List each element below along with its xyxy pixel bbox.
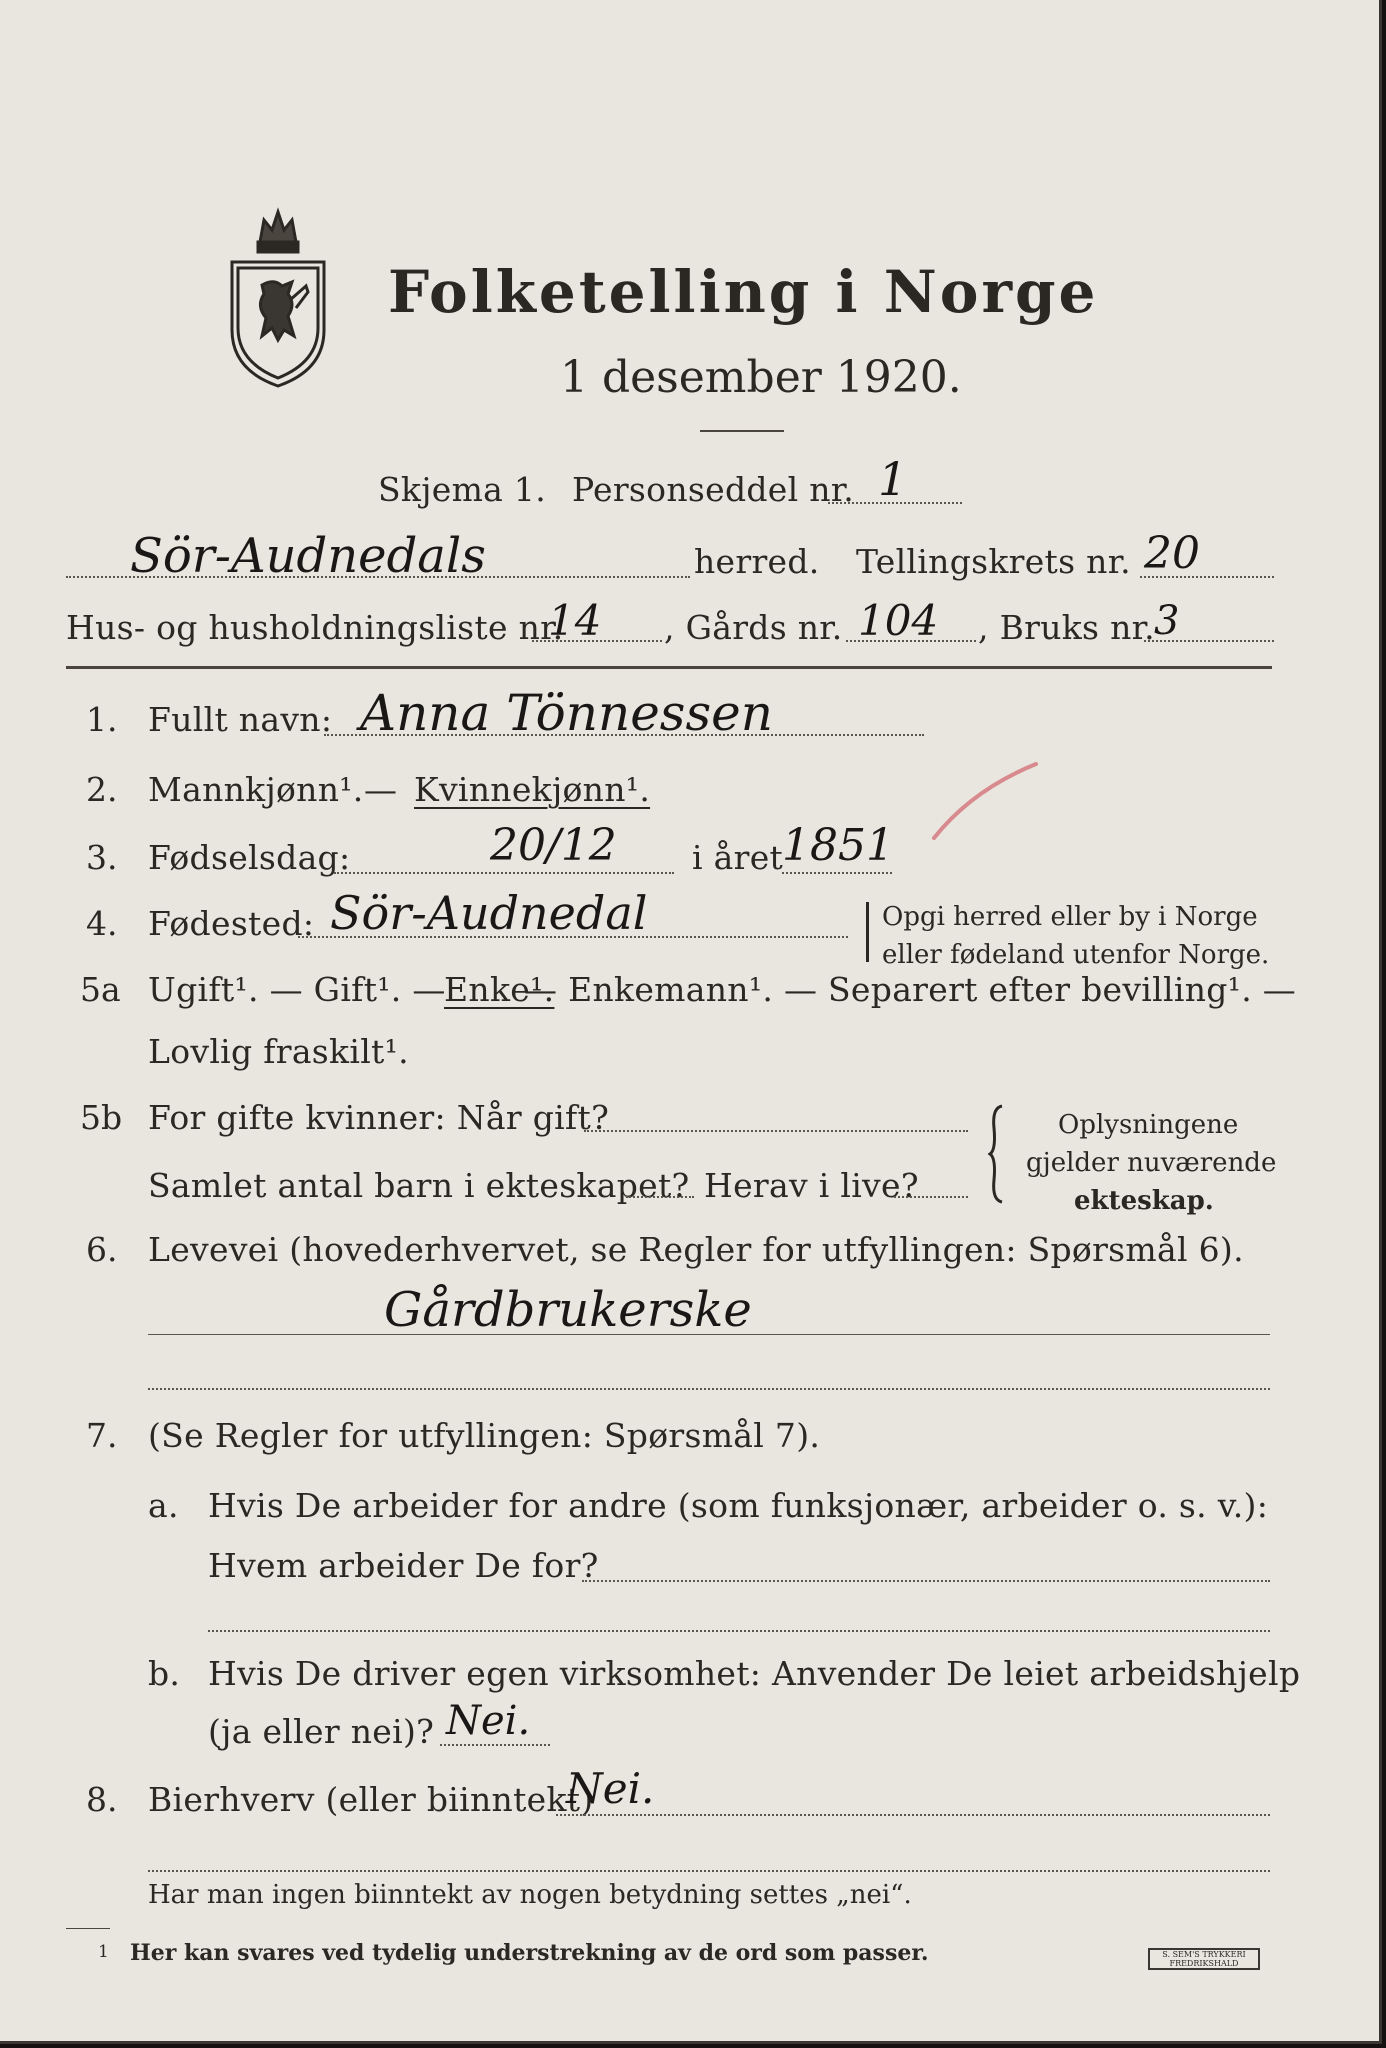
personseddel-value[interactable]: 1 (878, 452, 908, 506)
q5b-children-label: Samlet antal barn i ekteskapet? (148, 1166, 690, 1205)
herred-value[interactable]: Sör-Audnedals (130, 528, 486, 584)
q7a-letter: a. (148, 1486, 179, 1525)
nei-note: Har man ingen biinntekt av nogen betydning settes „nei“. (148, 1880, 912, 1910)
printer-stamp-line2: FREDRIKSHALD (1169, 1959, 1239, 1968)
footnote-text: Her kan svares ved tydelig understrekning av de ord som passer. (130, 1940, 929, 1966)
q7a-label: Hvis De arbeider for andre (som funksjonær, arbeider o. s. v.): (208, 1486, 1269, 1525)
schema-label: Skjema 1. (378, 470, 547, 509)
printer-stamp-line1: S. SEM'S TRYKKERI (1162, 1950, 1246, 1959)
q7a-line2 (208, 1630, 1270, 1632)
footnote-marker: 1 (98, 1942, 109, 1962)
q5b-note-line2: gjelder nuværende (1026, 1148, 1277, 1178)
tellingskrets-value[interactable]: 20 (1144, 528, 1200, 579)
q5a-number: 5a (80, 970, 121, 1009)
q2-dash: — (364, 770, 398, 809)
q6-line2 (148, 1388, 1270, 1390)
q7b-value[interactable]: Nei. (446, 1698, 531, 1744)
q2-number: 2. (86, 770, 118, 809)
q3-label: Fødselsdag: (148, 838, 351, 877)
q1-label: Fullt navn: (148, 700, 333, 739)
form-date: 1 desember 1920. (560, 352, 962, 403)
personseddel-label: Personseddel nr. (572, 470, 855, 509)
q3-year-line (782, 872, 892, 874)
q4-note-line1: Opgi herred eller by i Norge (882, 902, 1258, 932)
bruks-label: , Bruks nr. (978, 608, 1155, 647)
herred-label: herred. (694, 542, 820, 581)
q8-line1 (556, 1814, 1270, 1816)
q2-female-selected[interactable]: Kvinnekjønn¹. (414, 770, 651, 809)
q3-date-value[interactable]: 20/12 (490, 820, 617, 871)
q1-number: 1. (86, 700, 118, 739)
q6-label: Levevei (hovederhvervet, se Regler for utfyllingen: Spørsmål 6). (148, 1230, 1244, 1269)
q8-line2 (148, 1870, 1270, 1872)
gards-label: , Gårds nr. (664, 608, 843, 647)
header-divider (66, 666, 1272, 669)
q6-value[interactable]: Gårdbrukerske (384, 1282, 752, 1338)
q4-number: 4. (86, 904, 118, 943)
q5a-selected-enke[interactable]: Enke¹. (444, 970, 555, 1009)
q7b-sub-label: (ja eller nei)? (208, 1712, 435, 1751)
q5a-options-prefix: Ugift¹. — Gift¹. — (148, 970, 446, 1009)
printer-stamp (1148, 1948, 1260, 1970)
lion-shield-icon (222, 190, 334, 390)
q5b-note-line3: ekteskap. (1074, 1186, 1214, 1216)
coat-of-arms (222, 190, 334, 390)
q3-number: 3. (86, 838, 118, 877)
red-check-mark (932, 760, 1042, 844)
q8-value[interactable]: Nei. (566, 1764, 655, 1813)
q2-male: Mannkjønn¹. (148, 770, 364, 809)
q5b-alive-label: Herav i live? (704, 1166, 919, 1205)
q4-label: Fødested: (148, 904, 315, 943)
q4-note-line2: eller fødeland utenfor Norge. (882, 940, 1270, 970)
form-title: Folketelling i Norge (388, 258, 1099, 326)
q7-number: 7. (86, 1416, 118, 1455)
q5b-note-brace (988, 1104, 1008, 1208)
q5b-note-line1: Oplysningene (1058, 1110, 1239, 1140)
q6-number: 6. (86, 1230, 118, 1269)
gards-value[interactable]: 104 (858, 596, 939, 645)
husholdning-label: Hus- og husholdningsliste nr. (66, 608, 564, 647)
q3-date-line (334, 872, 674, 874)
q1-value[interactable]: Anna Tönnessen (360, 684, 773, 742)
q5b-label: For gifte kvinner: Når gift? (148, 1098, 610, 1137)
check-mark-icon (932, 760, 1042, 840)
q4-note-bracket (866, 902, 875, 962)
q7b-letter: b. (148, 1654, 181, 1693)
q8-label: Bierhverv (eller biinntekt) (148, 1780, 594, 1819)
q5b-children-line (626, 1196, 694, 1198)
q5a-options-suffix: — Enkemann¹. — Separert efter bevilling¹. — (524, 970, 1297, 1009)
q3-year-value[interactable]: 1851 (782, 820, 894, 871)
bruks-value[interactable]: 3 (1154, 598, 1180, 644)
q5a-options-line2: Lovlig fraskilt¹. (148, 1032, 409, 1071)
q8-number: 8. (86, 1780, 118, 1819)
q7b-line (440, 1744, 550, 1746)
q5b-line (584, 1130, 968, 1132)
q4-value[interactable]: Sör-Audnedal (330, 886, 648, 940)
q3-year-label: i året (692, 838, 784, 877)
q7a-line1 (582, 1580, 1270, 1582)
title-divider (700, 430, 784, 432)
q7-label: (Se Regler for utfyllingen: Spørsmål 7). (148, 1416, 821, 1455)
q7b-label: Hvis De driver egen virksomhet: Anvender De leiet arbeidshjelp (208, 1654, 1301, 1693)
footnote-divider (66, 1928, 110, 1929)
tellingskrets-label: Tellingskrets nr. (856, 542, 1131, 581)
brace-icon (988, 1104, 1008, 1204)
q5b-number: 5b (80, 1098, 123, 1137)
q7a-sub-label: Hvem arbeider De for? (208, 1546, 599, 1585)
q5b-alive-line (894, 1196, 968, 1198)
husholdning-value[interactable]: 14 (548, 596, 602, 645)
